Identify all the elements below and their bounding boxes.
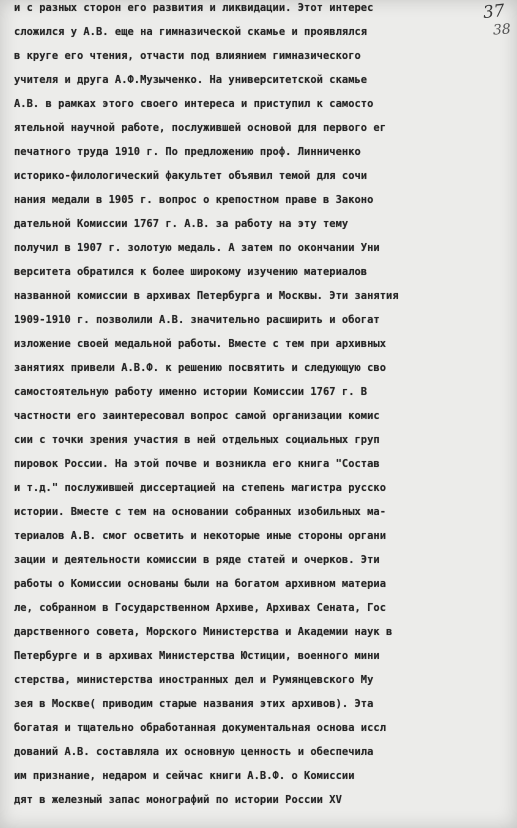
text-line: в круге его чтения, отчасти под влиянием гимназического: [14, 50, 361, 62]
text-line: сии с точки зрения участия в ней отдельных социальных груп: [14, 434, 380, 446]
text-line: самостоятельную работу именно истории Комиссии 1767 г. В: [14, 386, 368, 398]
text-line: истории. Вместе с тем на основании собранных изобильных ма-: [14, 506, 387, 518]
text-line: Петербурге и в архивах Министерства Юстиции, военного мини: [14, 650, 380, 662]
text-line: пировок России. На этой почве и возникла его книга "Состав: [14, 458, 380, 470]
typewritten-text-block: [14, 0, 500, 828]
text-line: дарственного совета, Морского Министерства и Академии наук в: [14, 626, 393, 638]
text-line: ятельной научной работе, послужившей основой для первого ег: [14, 122, 387, 134]
text-line: нания медали в 1905 г. вопрос о крепостном праве в Законо: [14, 194, 374, 206]
page-number-primary: 37: [482, 0, 506, 24]
text-line: и с разных сторон его развития и ликвидации. Этот интерес: [14, 2, 374, 14]
text-line: ле, собранном в Государственном Архиве, Архивах Сената, Гос: [14, 602, 387, 614]
page-number-secondary: 38: [492, 21, 512, 39]
text-line: териалов А.В. смог осветить и некоторые иные стороны органи: [14, 530, 387, 542]
text-line: дят в железный запас монографий по истории России XV: [14, 794, 342, 806]
text-line: печатного труда 1910 г. По предложению проф. Линниченко: [14, 146, 361, 158]
text-line: и т.д." послужившей диссертацией на степень магистра русско: [14, 482, 387, 494]
text-line: стерства, министерства иностранных дел и Румянцевского Му: [14, 674, 374, 686]
text-line: учителя и друга А.Ф.Музыченко. На университетской скамье: [14, 74, 368, 86]
text-line: частности его заинтересовал вопрос самой организации комис: [14, 410, 380, 422]
text-line: сложился у А.В. еще на гимназической скамье и проявлялся: [14, 26, 368, 38]
text-line: дований А.В. составляла их основную ценность и обеспечила: [14, 746, 374, 758]
text-line: историко-филологический факультет объявил темой для сочи: [14, 170, 368, 182]
text-line: занятиях привели А.В.Ф. к решению посвятить и следующую сво: [14, 362, 387, 374]
text-line: 1909-1910 г. позволили А.В. значительно расширить и обогат: [14, 314, 380, 326]
text-line: дательной Комиссии 1767 г. А.В. за работу на эту тему: [14, 218, 349, 230]
text-line: получил в 1907 г. золотую медаль. А затем по окончании Уни: [14, 242, 380, 254]
text-line: зации и деятельности комиссии в ряде статей и очерков. Эти: [14, 554, 380, 566]
text-line: изложение своей медальной работы. Вместе с тем при архивных: [14, 338, 387, 350]
text-line: названной комиссии в архивах Петербурга и Москвы. Эти занятия: [14, 290, 399, 302]
text-line: зея в Москве( приводим старые названия этих архивов). Эта: [14, 698, 374, 710]
text-line: им признание, недаром и сейчас книги А.В.Ф. о Комиссии: [14, 770, 355, 782]
text-line: богатая и тщательно обработанная документальная основа иссл: [14, 722, 387, 734]
text-line: верситета обратился к более широкому изучению материалов: [14, 266, 368, 278]
text-line: работы о Комиссии основаны были на богатом архивном материа: [14, 578, 387, 590]
text-line: А.В. в рамках этого своего интереса и приступил к самосто: [14, 98, 374, 110]
